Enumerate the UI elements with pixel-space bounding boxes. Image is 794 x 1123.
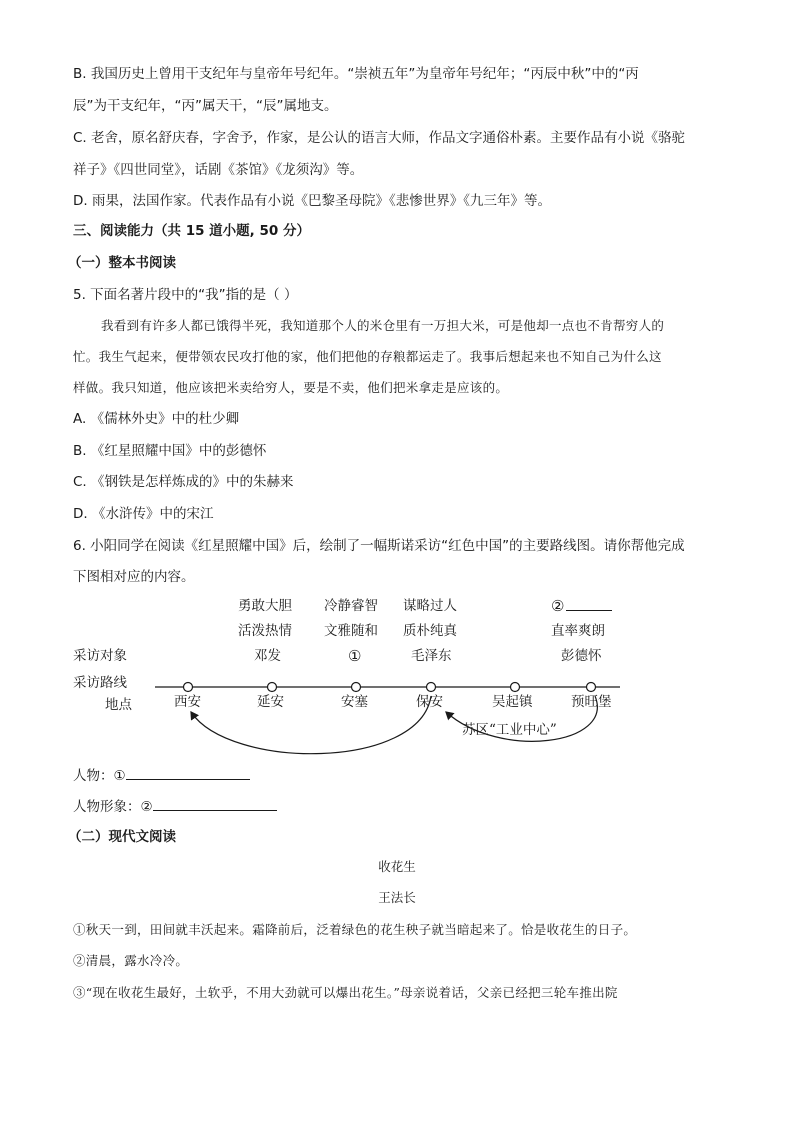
route-arrow-yuwangbao-baoan: [446, 696, 597, 741]
route-node: [352, 683, 361, 692]
group-trait2: 活泼热情: [238, 623, 292, 639]
group-trait2: 文雅随和: [324, 623, 378, 639]
row-label-place: 地点: [105, 697, 132, 713]
group-trait1: 勇敢大胆: [238, 598, 292, 614]
q5-quote-line: 我看到有许多人都已饿得半死，我知道那个人的米仓里有一万担大米，可是他却一点也不肯帮穷人的: [101, 318, 665, 333]
answer-image: [73, 796, 277, 817]
route-node: [427, 683, 436, 692]
answer-image-input[interactable]: [153, 796, 277, 811]
option-b-line2: 辰”为干支纪年，“丙”属天干，“辰”属地支。: [73, 98, 338, 114]
article-title: 收花生: [378, 859, 416, 874]
route-node: [511, 683, 520, 692]
group-trait1: 冷静睿智: [324, 598, 378, 614]
blank-2-marker: ②: [551, 597, 565, 615]
article-paragraph: ①秋天一到，田间就丰沃起来。霜降前后，泛着绿色的花生秧子就当暗起来了。恰是收花生的日子。: [73, 922, 637, 937]
group-trait2: 直率爽朗: [551, 623, 605, 639]
group-person: 邓发: [254, 648, 281, 664]
route-arrow-baoan-xian: [191, 696, 431, 754]
group-person: 彭德怀: [561, 648, 602, 664]
option-b-line1: B. 我国历史上曾用干支纪年与皇帝年号纪年。“崇祯五年”为皇帝年号纪年；“丙辰中秋”中的“丙: [73, 66, 639, 82]
article-author: 王法长: [378, 890, 416, 905]
place-yanan: 延安: [257, 694, 284, 710]
option-d-line1: D. 雨果，法国作家。代表作品有小说《巴黎圣母院》《悲惨世界》《九三年》等。: [73, 193, 551, 209]
q5-option-c: C. 《钢铁是怎样炼成的》中的朱赫来: [73, 474, 294, 490]
article-paragraph: ③“现在收花生最好，土软乎，不用大劲就可以爆出花生。”母亲说着话，父亲已经把三轮车推出院: [73, 985, 618, 1000]
group-person-blank-1: ①: [348, 647, 362, 665]
row-label-interviewee: 采访对象: [73, 648, 127, 664]
group-trait1: 谋略过人: [403, 598, 457, 614]
q5-option-b: B. 《红星照耀中国》中的彭德怀: [73, 443, 267, 459]
route-node: [184, 683, 193, 692]
place-yuwangbao: 预旺堡: [571, 694, 612, 710]
answer-person-input[interactable]: [126, 765, 250, 780]
place-ansai: 安塞: [341, 694, 368, 710]
option-c-line2: 祥子》《四世同堂》，话剧《茶馆》《龙须沟》等。: [73, 162, 364, 178]
q5-option-a: A. 《儒林外史》中的杜少卿: [73, 411, 240, 427]
route-node: [268, 683, 277, 692]
place-xian: 西安: [174, 694, 201, 710]
part2-title: （二）现代文阅读: [68, 829, 176, 845]
place-baoan: 保安: [416, 694, 443, 710]
answer-person: [73, 765, 250, 786]
q5-quote-line: 样做。我只知道，他应该把米卖给穷人，要是不卖，他们把米拿走是应该的。: [73, 380, 509, 395]
q6-stem-line2: 下图相对应的内容。: [73, 569, 195, 585]
q5-option-d: D. 《水浒传》中的宋江: [73, 506, 214, 522]
option-c-line1: C. 老舍，原名舒庆春，字舍予，作家，是公认的语言大师，作品文字通俗朴素。主要作品有小说《骆驼: [73, 130, 686, 146]
row-label-route: 采访路线: [73, 675, 127, 691]
article-paragraph: ②清晨，露水冷冷。: [73, 953, 189, 968]
place-wuqizhen: 吴起镇: [492, 694, 533, 710]
q5-stem: 5. 下面名著片段中的“我”指的是（ ）: [73, 287, 298, 303]
section-title: 三、阅读能力（共 15 道小题, 50 分）: [73, 223, 311, 239]
q5-quote-line: 忙。我生气起来，便带领农民攻打他的家，他们把他的存粮都运走了。我事后想起来也不知自己为什么这: [73, 349, 662, 364]
group-trait2: 质朴纯真: [403, 623, 457, 639]
answer-image-label: 人物形象：②: [73, 799, 153, 815]
answer-person-label: 人物：①: [73, 768, 126, 784]
arrow-label: 苏区“工业中心”: [462, 722, 557, 738]
q6-stem-line1: 6. 小阳同学在阅读《红星照耀中国》后，绘制了一幅斯诺采访“红色中国”的主要路线图。请你帮他完成: [73, 538, 685, 554]
route-node: [587, 683, 596, 692]
part1-title: （一）整本书阅读: [68, 255, 176, 271]
group-person: 毛泽东: [411, 648, 452, 664]
